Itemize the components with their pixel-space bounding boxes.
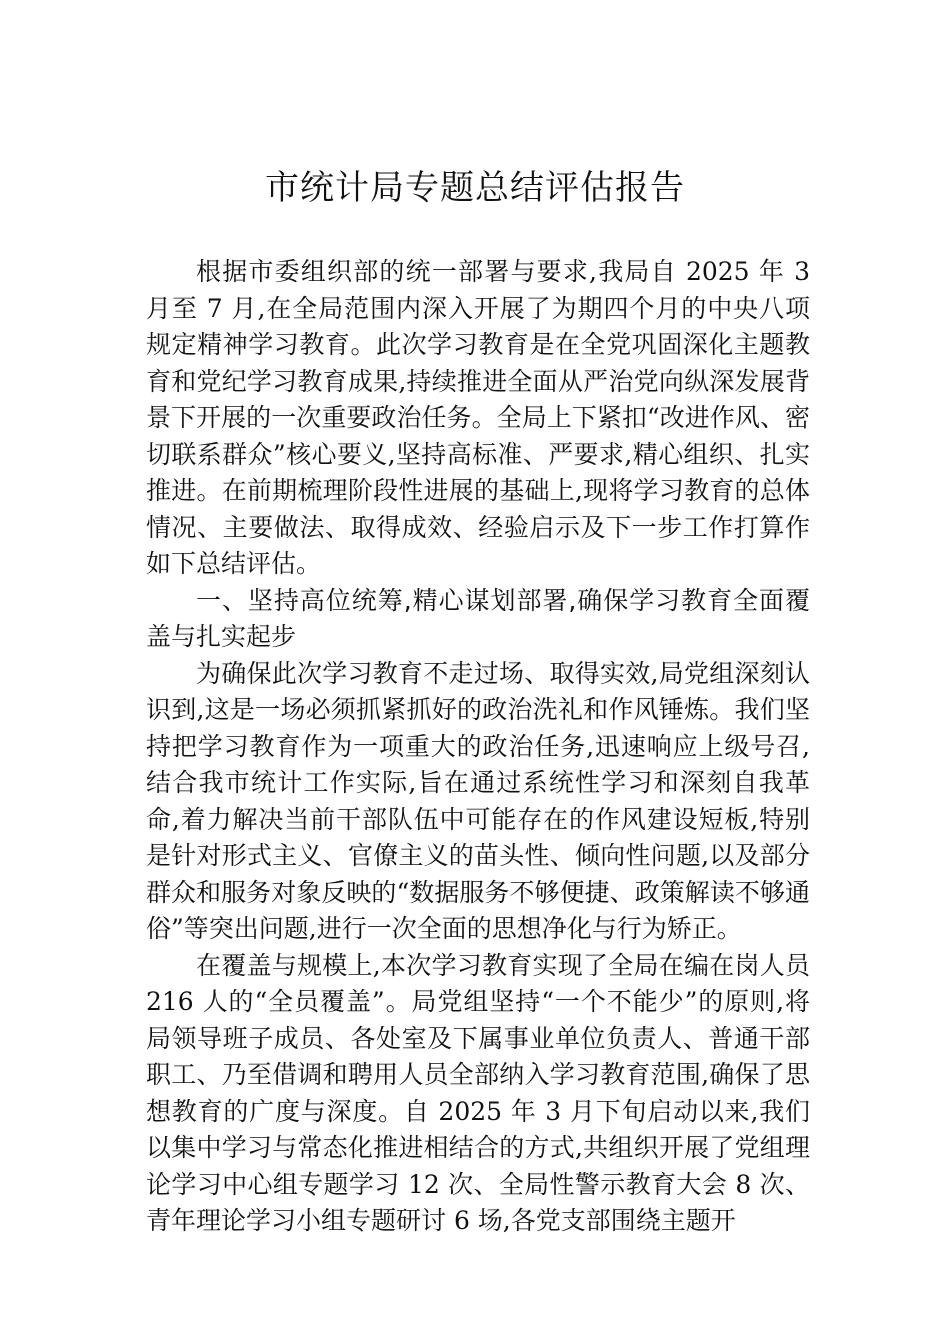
section-heading-1: 一、坚持高位统筹,精心谋划部署,确保学习教育全面覆盖与扎实起步 <box>146 585 810 651</box>
document-title: 市统计局专题总结评估报告 <box>265 168 685 208</box>
paragraph-section1-purpose: 为确保此次学习教育不走过场、取得实效,局党组深刻认识到,这是一场必须抓紧抓好的政治洗礼和作风锤炼。我们坚持把学习教育作为一项重大的政治任务,迅速响应上级号召,结合我市统计工作实际,旨在通过系统性学习和深刻自我革命,着力解决当前干部队伍中可能存在的作风建设短板,特别是针对形式主义、官僚主义的苗头性、倾向性问题,以及部分群众和服务对象反映的“数据服务不够便捷、政策解读不够通俗”等突出问题,进行一次全面的思想净化与行为矫正。 <box>146 658 810 943</box>
paragraph-section1-coverage: 在覆盖与规模上,本次学习教育实现了全局在编在岗人员 216 人的“全员覆盖”。局党组坚持“一个不能少”的原则,将局领导班子成员、各处室及下属事业单位负责人、普通干部职工、乃至借调和聘用人员全部纳入学习教育范围,确保了思想教育的广度与深度。自 2025 年 3 月下旬启动以来,我们以集中学习与常态化推进相结合的方式,共组织开展了党组理论学习中心组专题学习 12 次、全局性警示教育大会 8 次、青年理论学习小组专题研讨 6 场,各党支部围绕主题开 <box>146 950 810 1235</box>
document-body <box>146 254 810 1240</box>
paragraph-intro: 根据市委组织部的统一部署与要求,我局自 2025 年 3 月至 7 月,在全局范围内深入开展了为期四个月的中央八项规定精神学习教育。此次学习教育是在全党巩固深化主题教育和党纪学习教育成果,持续推进全面从严治党向纵深发展背景下开展的一次重要政治任务。全局上下紧扣“改进作风、密切联系群众”核心要义,坚持高标准、严要求,精心组织、扎实推进。在前期梳理阶段性进展的基础上,现将学习教育的总体情况、主要做法、取得成效、经验启示及下一步工作打算作如下总结评估。 <box>146 257 810 578</box>
